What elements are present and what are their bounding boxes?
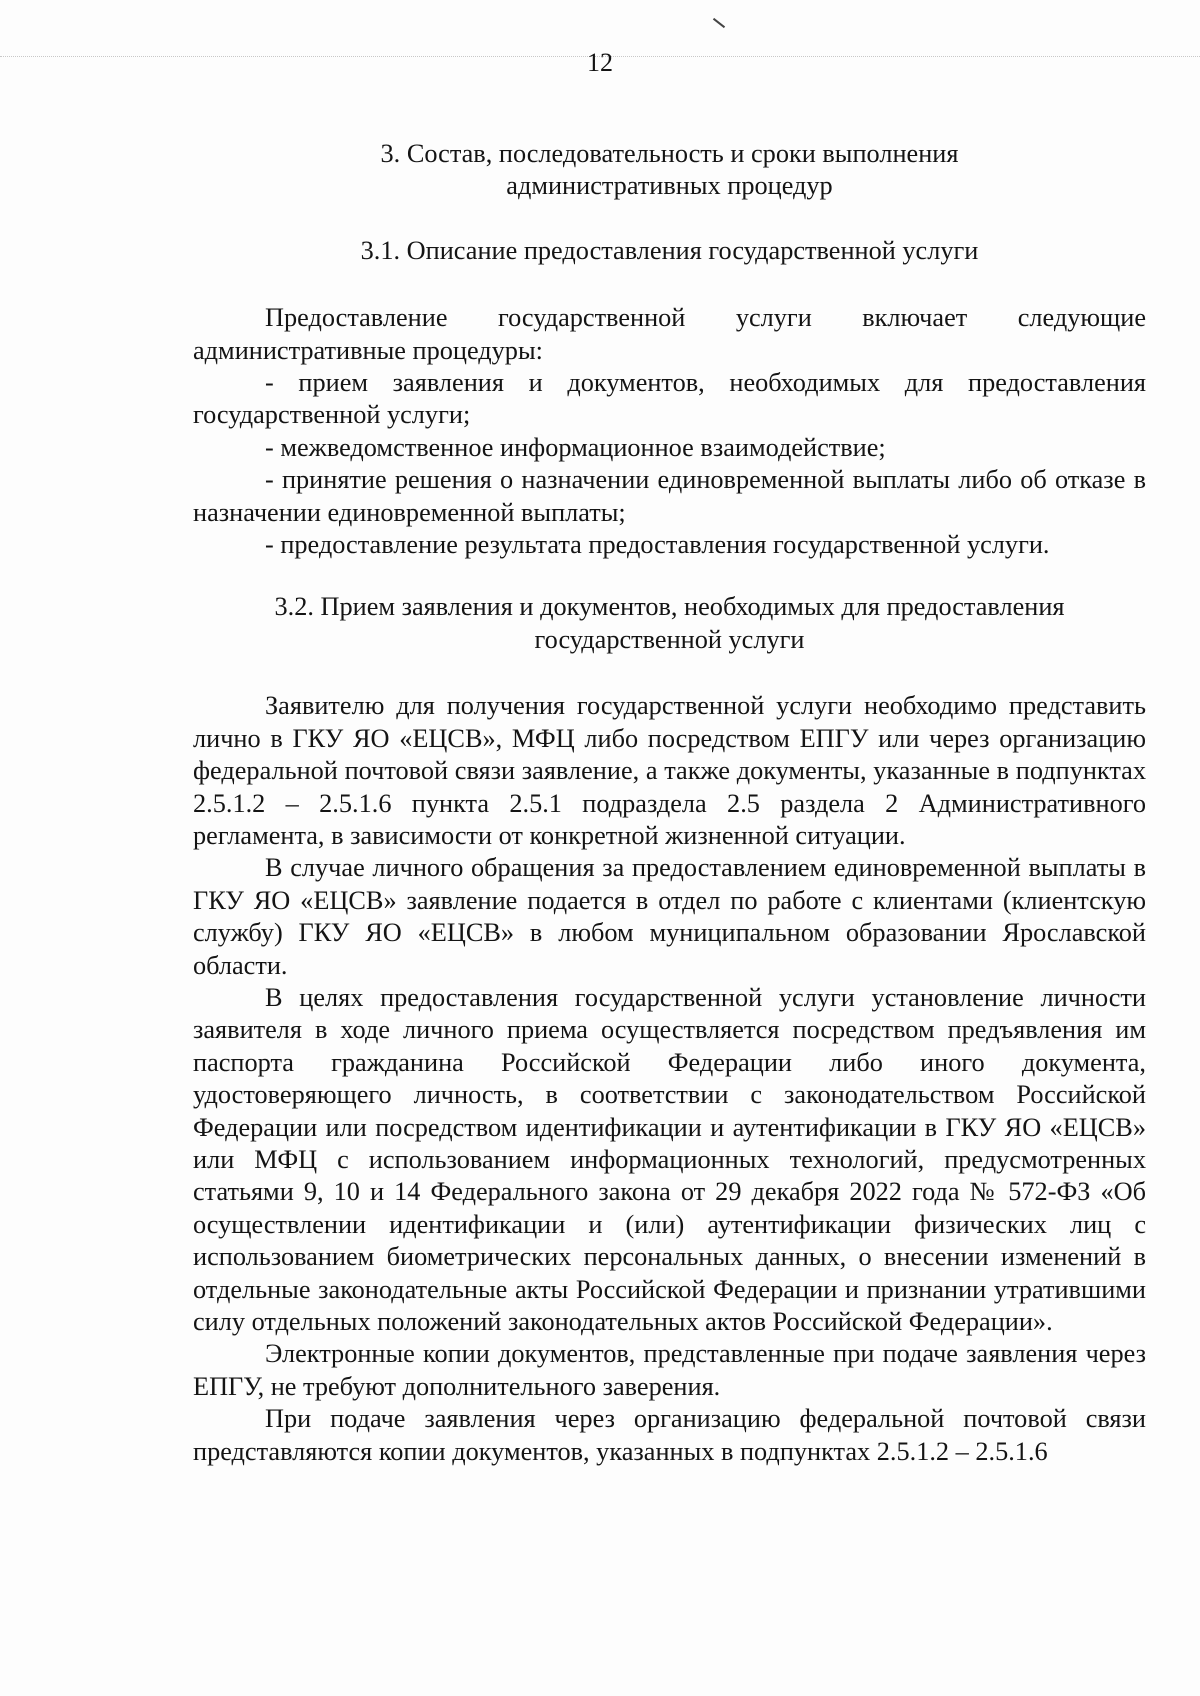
section-3-2-paragraph-5: При подаче заявления через организацию федеральной почтовой связи представляются копии документов, указанных в подпунктах 2.5.1.2 – 2.5.1.6	[193, 1404, 1146, 1466]
scan-mark	[713, 18, 725, 28]
section-3-2-paragraph-3: В целях предоставления государственной услуги установление личности заявителя в ходе личного приема осуществляется посредством предъявления им паспорта гражданина Российской Федерации либо иного документа, удостоверяющего личность, в соответствии с законодательством Российской Федерации или посредством идентификации и аутентификации в ГКУ ЯО «ЕЦСВ» или МФЦ с использованием информационных технологий, предусмотренных статьями 9, 10 и 14 Федерального закона от 29 декабря 2022 года № 572-ФЗ «Об осуществлении идентификации и (или) аутентификации физических лиц с использованием биометрических персональных данных, о внесении изменений в отдельные законодательные акты Российской Федерации и признании утратившими силу отдельных положений законодательных актов Российской Федерации».	[193, 982, 1146, 1336]
section-3-heading-line-2: административных процедур	[506, 171, 833, 201]
section-3-2-paragraph-4: Электронные копии документов, представленные при подаче заявления через ЕПГУ, не требуют дополнительного заверения.	[193, 1339, 1146, 1401]
page-number: 12	[587, 48, 613, 77]
section-3-heading-line-1: 3. Состав, последовательность и сроки выполнения	[380, 139, 959, 168]
procedure-item-3: - принятие решения о назначении единовременной выплаты либо об отказе в назначении единовременной выплаты;	[193, 465, 1146, 527]
procedure-item-4: - предоставление результата предоставления государственной услуги.	[265, 530, 1050, 560]
section-3-2-heading-line-2: государственной услуги	[534, 624, 805, 654]
procedure-item-2: - межведомственное информационное взаимодействие;	[265, 432, 886, 462]
section-3-1-intro: Предоставление государственной услуги включает следующие административные процедуры:	[193, 303, 1146, 365]
section-3-2-paragraph-1: Заявителю для получения государственной услуги необходимо представить лично в ГКУ ЯО «ЕЦСВ», МФЦ либо посредством ЕПГУ или через организацию федеральной почтовой связи заявление, а также документы, указанные в подпунктах 2.5.1.2 – 2.5.1.6 пункта 2.5.1 подраздела 2.5 раздела 2 Административного регламента, в зависимости от конкретной жизненной ситуации.	[193, 691, 1146, 850]
section-3-heading	[193, 138, 1146, 203]
document-body	[193, 138, 1146, 1468]
section-3-1-heading: 3.1. Описание предоставления государственной услуги	[360, 235, 979, 265]
section-3-2-paragraph-2: В случае личного обращения за предоставлением единовременной выплаты в ГКУ ЯО «ЕЦСВ» заявление подается в отдел по работе с клиентами (клиентскую службу) ГКУ ЯО «ЕЦСВ» в любом муниципальном образовании Ярославской области.	[193, 853, 1146, 980]
section-3-2-heading	[193, 591, 1146, 656]
procedure-item-1: - прием заявления и документов, необходимых для предоставления государственной услуги;	[193, 368, 1146, 430]
section-3-2-heading-line-1: 3.2. Прием заявления и документов, необходимых для предоставления	[274, 592, 1065, 622]
